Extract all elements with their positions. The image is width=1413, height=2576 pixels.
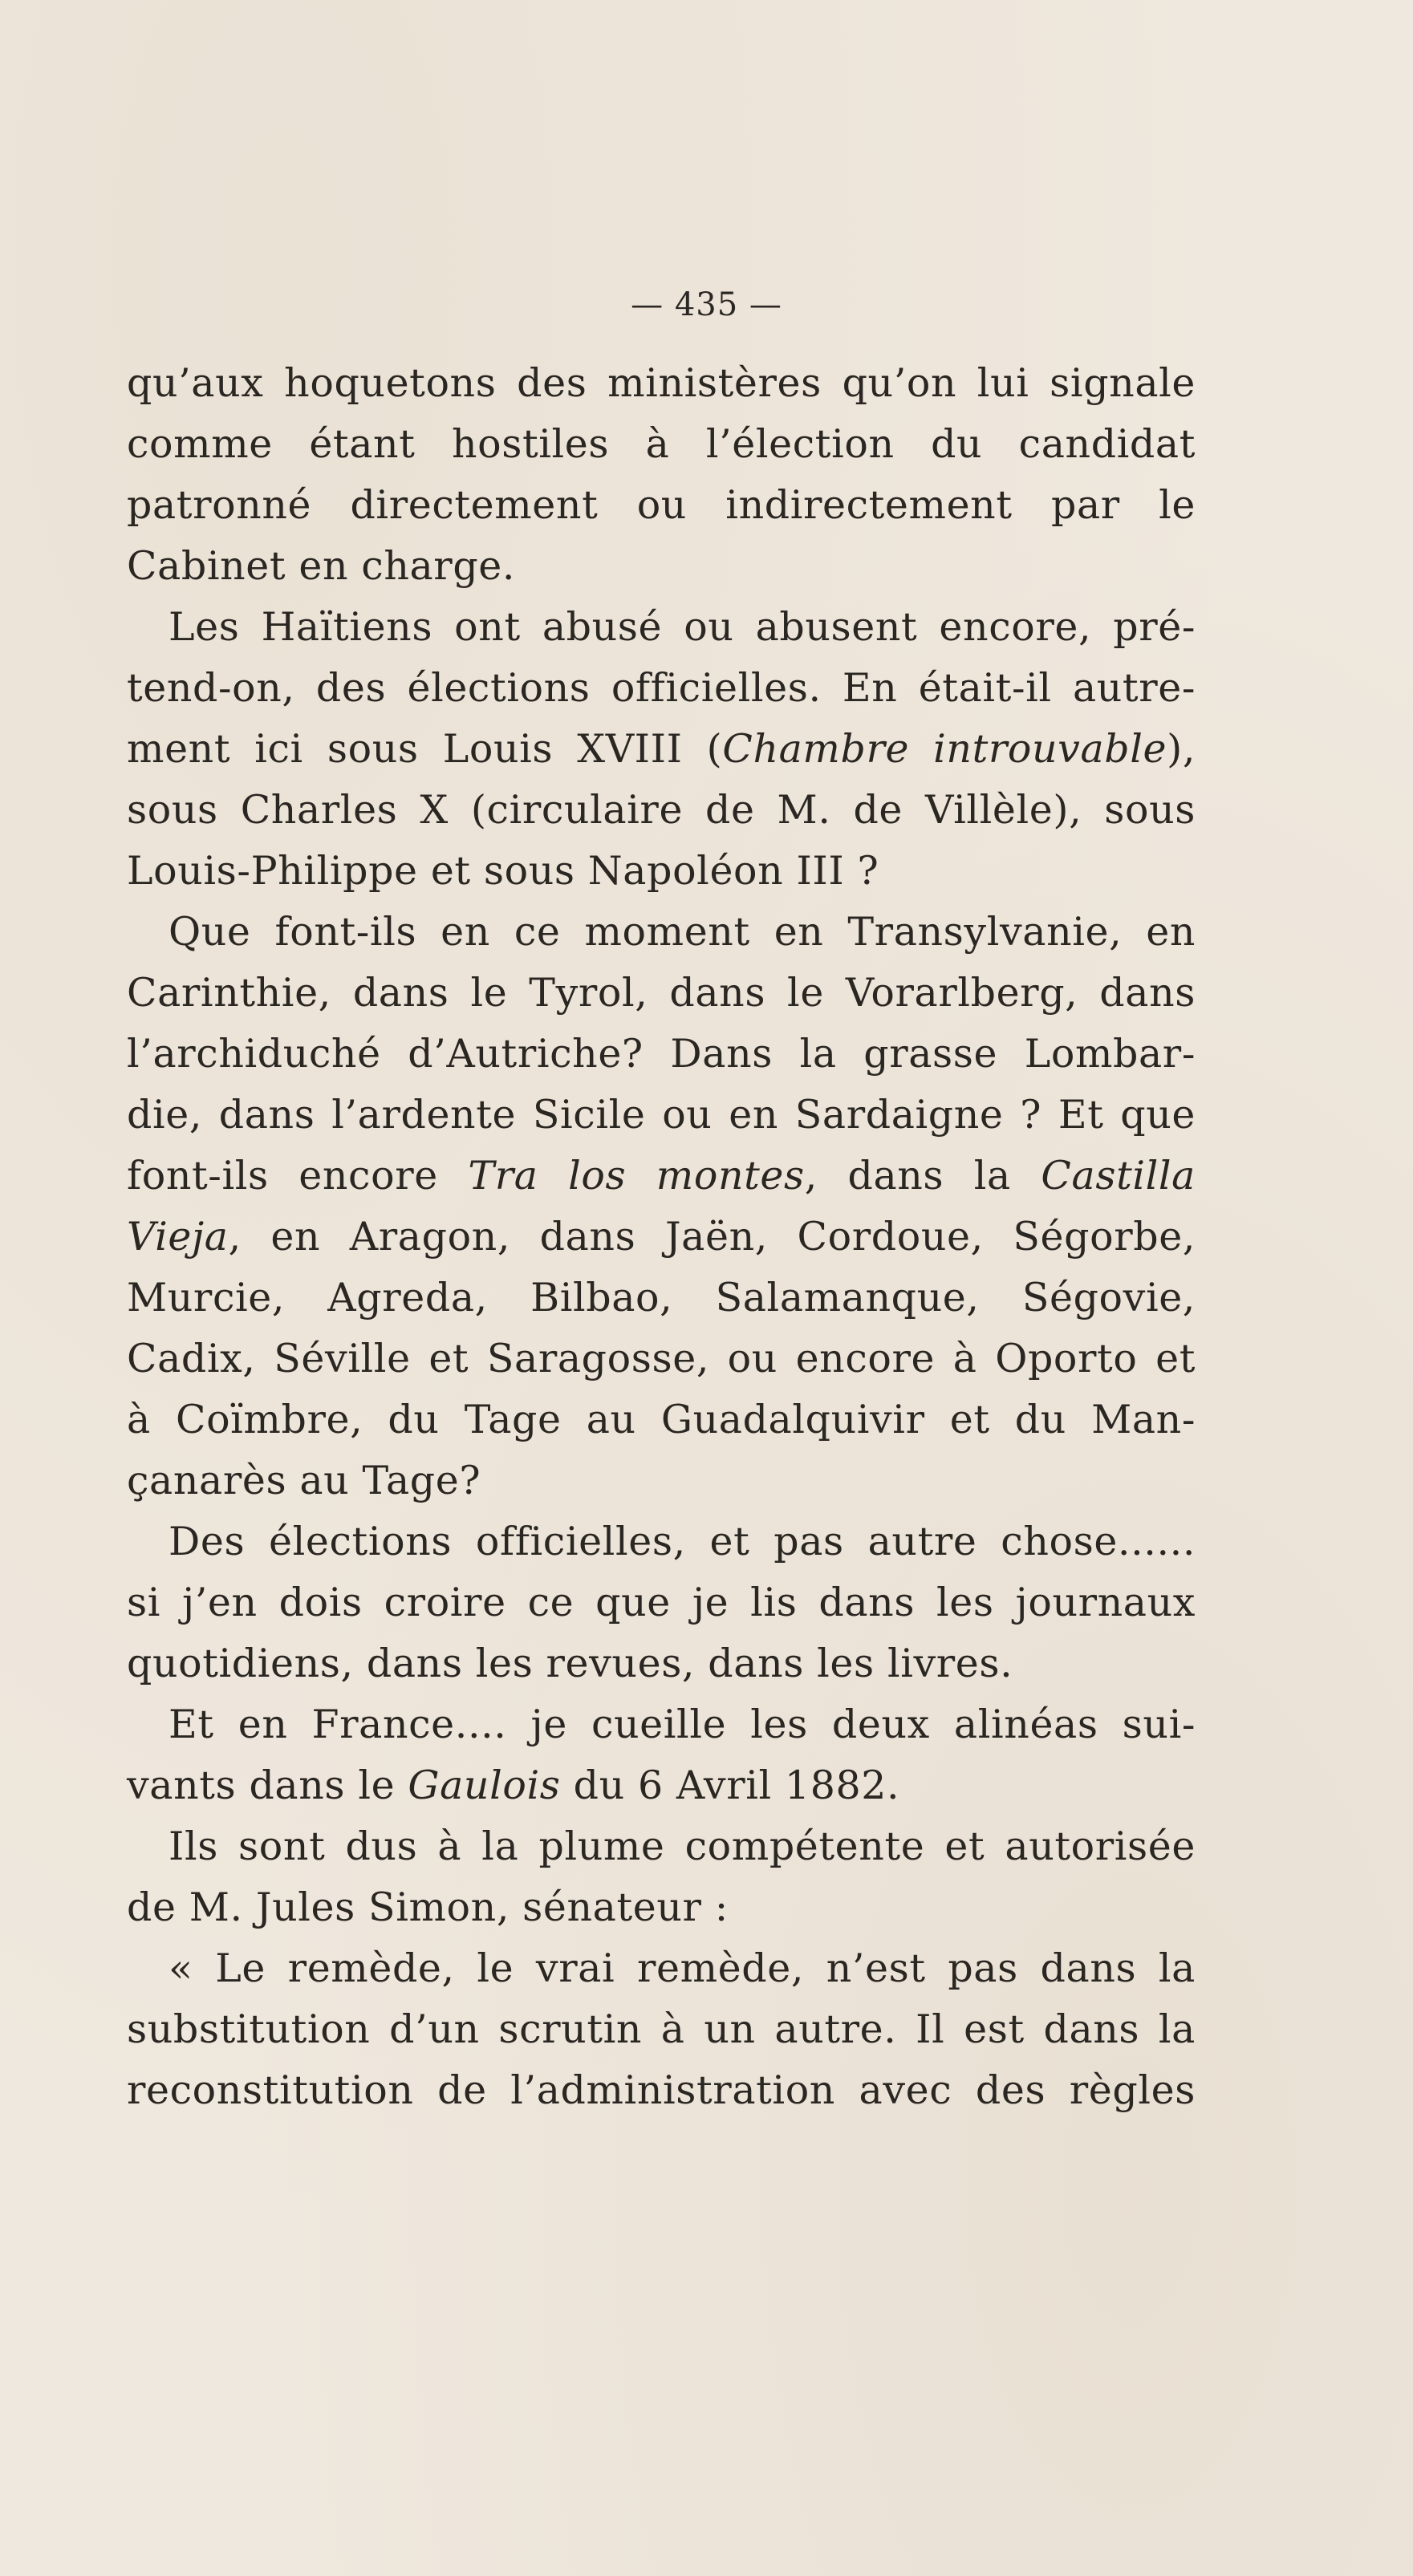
text-line: Des élections officielles, et pas autre chose...... bbox=[169, 1519, 1196, 1564]
text-line: Cadix, Séville et Saragosse, ou encore à Oporto et bbox=[127, 1336, 1196, 1381]
text-line: substitution d’un scrutin à un autre. Il est dans la bbox=[127, 2006, 1196, 2052]
text-line bbox=[127, 719, 1196, 780]
text-line: comme étant hostiles à l’élection du candidat bbox=[127, 421, 1196, 467]
text-line: tend-on, des élections officielles. En était-il autre- bbox=[127, 665, 1196, 711]
text-segment: , en Aragon, dans Jaën, Cordoue, Ségorbe, bbox=[228, 1214, 1196, 1260]
text-line: si j’en dois croire ce que je lis dans les journaux bbox=[127, 1580, 1196, 1625]
text-line: die, dans l’ardente Sicile ou en Sardaigne ? Et que bbox=[127, 1092, 1196, 1138]
text-line: reconstitution de l’administration avec des règles bbox=[127, 2067, 1196, 2113]
text-line: Cabinet en charge. bbox=[127, 543, 516, 589]
text-segment: font-ils encore bbox=[127, 1153, 469, 1199]
text-line: Que font-ils en ce moment en Transylvanie, en bbox=[169, 909, 1196, 955]
text-line: de M. Jules Simon, sénateur : bbox=[127, 1884, 729, 1930]
italic-title: Gaulois bbox=[408, 1763, 561, 1808]
text-line: à Coïmbre, du Tage au Guadalquivir et du Man- bbox=[127, 1397, 1196, 1442]
text-segment: ment ici sous Louis XVIII ( bbox=[127, 726, 723, 772]
text-line bbox=[127, 1755, 1196, 1816]
text-line: çanarès au Tage? bbox=[127, 1458, 481, 1503]
italic-phrase: Vieja bbox=[127, 1214, 229, 1260]
text-line: « Le remède, le vrai remède, n’est pas dans la bbox=[169, 1945, 1196, 1991]
page-number: — 435 — bbox=[631, 286, 782, 323]
text-line: qu’aux hoquetons des ministères qu’on lui signale bbox=[127, 360, 1196, 406]
text-line: patronné directement ou indirectement par le bbox=[127, 482, 1196, 528]
text-line: quotidiens, dans les revues, dans les livres. bbox=[127, 1641, 1013, 1686]
text-line: Louis-Philippe et sous Napoléon III ? bbox=[127, 848, 879, 894]
text-line: Ils sont dus à la plume compétente et autorisée bbox=[169, 1823, 1196, 1869]
italic-phrase: Tra los montes bbox=[468, 1153, 805, 1199]
italic-title: Chambre introuvable bbox=[722, 726, 1167, 772]
body-text bbox=[127, 353, 1196, 2121]
text-line bbox=[127, 1207, 1196, 1268]
text-segment: ), bbox=[1167, 726, 1196, 772]
text-line: l’archiduché d’Autriche? Dans la grasse Lombar- bbox=[127, 1031, 1196, 1077]
text-line: Les Haïtiens ont abusé ou abusent encore, pré- bbox=[169, 604, 1196, 650]
text-line: Murcie, Agreda, Bilbao, Salamanque, Ségovie, bbox=[127, 1275, 1196, 1320]
italic-phrase: Castilla bbox=[1041, 1153, 1196, 1199]
text-line: sous Charles X (circulaire de M. de Villèle), sous bbox=[127, 787, 1196, 833]
text-line bbox=[127, 1146, 1196, 1207]
text-segment: , dans la bbox=[804, 1153, 1041, 1199]
text-segment: du 6 Avril 1882. bbox=[560, 1763, 900, 1808]
text-segment: vants dans le bbox=[127, 1763, 408, 1808]
text-line: Et en France.... je cueille les deux alinéas sui- bbox=[169, 1702, 1196, 1747]
text-line: Carinthie, dans le Tyrol, dans le Vorarlberg, dans bbox=[127, 970, 1196, 1016]
